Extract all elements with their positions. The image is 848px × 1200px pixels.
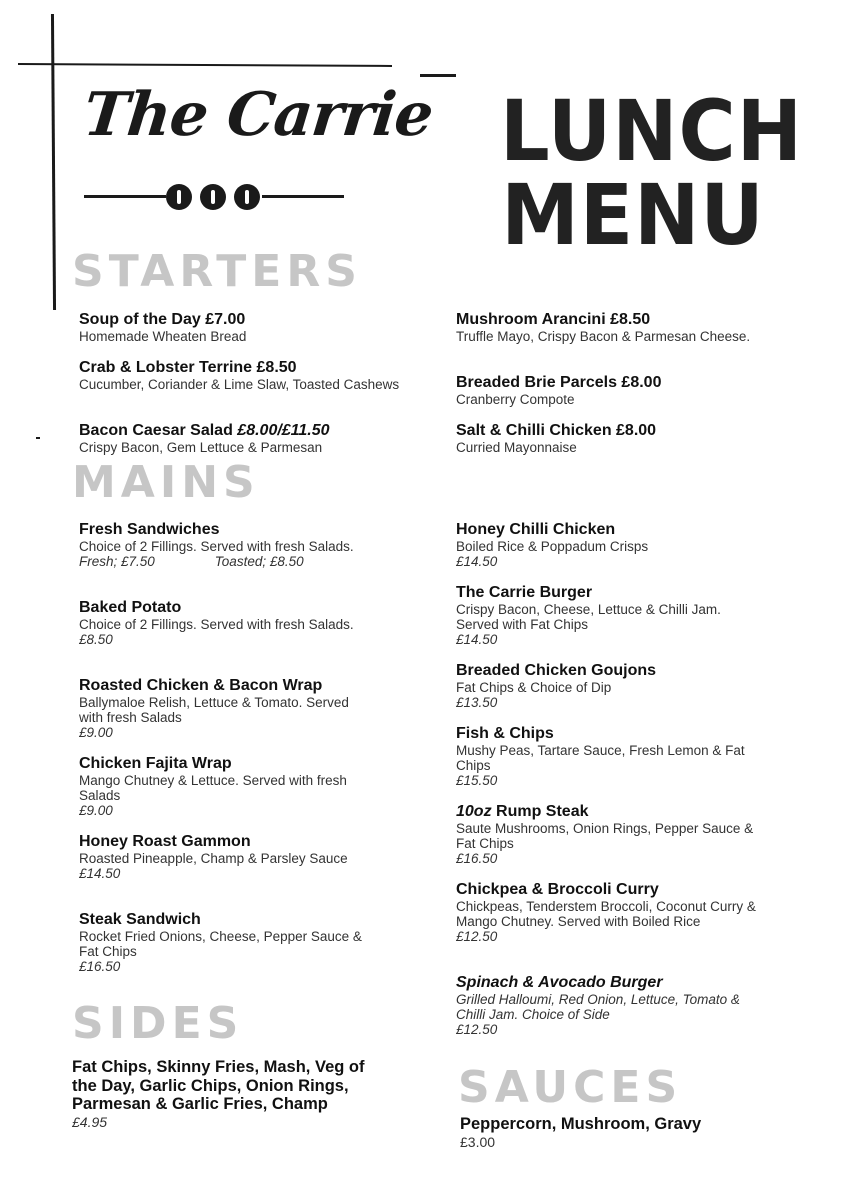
item-description: Grilled Halloumi, Red Onion, Lettuce, Tomato & Chilli Jam. Choice of Side xyxy=(456,992,740,1022)
section-heading-sauces: SAUCES xyxy=(458,1062,683,1113)
sides-block xyxy=(72,1058,372,1130)
item-description: Cranberry Compote xyxy=(456,392,575,407)
item-price: £14.50 xyxy=(79,866,121,881)
item-price-options xyxy=(79,554,369,569)
logo-rule-right xyxy=(262,195,344,198)
logo-rule-left xyxy=(84,195,166,198)
item-name-text: Bacon Caesar Salad xyxy=(79,422,238,439)
item-price: £9.00 xyxy=(79,803,113,818)
sauces-block xyxy=(460,1115,780,1150)
item-price: £8.50 xyxy=(79,632,113,647)
item-name: Chickpea & Broccoli Curry xyxy=(456,881,659,898)
menu-title xyxy=(500,83,804,265)
menu-item xyxy=(456,881,756,944)
item-description: Cucumber, Coriander & Lime Slaw, Toasted Cashews xyxy=(79,377,400,392)
sides-price: £4.95 xyxy=(72,1113,108,1130)
item-name: Spinach & Avocado Burger xyxy=(456,974,663,991)
item-name: The Carrie Burger xyxy=(456,584,593,601)
item-name xyxy=(456,803,756,821)
restaurant-logo: The Carrie xyxy=(80,80,436,150)
item-name: Honey Roast Gammon xyxy=(79,833,251,850)
item-price: £14.50 xyxy=(456,554,498,569)
menu-item xyxy=(456,521,756,569)
item-price: £14.50 xyxy=(456,632,498,647)
menu-item xyxy=(456,662,756,710)
item-name: Breaded Brie Parcels £8.00 xyxy=(456,374,662,391)
menu-item xyxy=(79,677,369,740)
menu-item xyxy=(79,599,369,647)
item-name: Breaded Chicken Goujons xyxy=(456,662,657,679)
item-price: £12.50 xyxy=(456,929,498,944)
item-description: Ballymaloe Relish, Lettuce & Tomato. Served with fresh Salads xyxy=(79,695,349,725)
item-price: £12.50 xyxy=(456,1022,498,1037)
item-description: Truffle Mayo, Crispy Bacon & Parmesan Cheese. xyxy=(456,329,751,344)
section-heading-mains: MAINS xyxy=(72,457,260,508)
menu-item xyxy=(79,359,409,392)
menu-item xyxy=(79,521,369,569)
item-description: Homemade Wheaten Bread xyxy=(79,329,247,344)
item-name-text: Rump Steak xyxy=(491,803,589,820)
item-price-fresh: Fresh; £7.50 xyxy=(79,554,155,569)
item-name xyxy=(79,422,439,440)
menu-item xyxy=(79,911,369,974)
item-price: £16.50 xyxy=(79,959,121,974)
item-description: Fat Chips & Choice of Dip xyxy=(456,680,612,695)
fork-icon xyxy=(166,184,192,210)
menu-item xyxy=(79,833,369,881)
item-name: Baked Potato xyxy=(79,599,182,616)
menu-title-line2: MENU xyxy=(501,167,765,265)
item-name: Roasted Chicken & Bacon Wrap xyxy=(79,677,323,694)
item-description: Roasted Pineapple, Champ & Parsley Sauce xyxy=(79,851,348,866)
menu-item xyxy=(79,311,409,344)
sides-list: Fat Chips, Skinny Fries, Mash, Veg of the Day, Garlic Chips, Onion Rings, Parmesan & Garlic Fries, Champ xyxy=(72,1058,365,1113)
menu-title-line1: LUNCH xyxy=(500,83,804,181)
item-name: Steak Sandwich xyxy=(79,911,201,928)
item-description: Crispy Bacon, Gem Lettuce & Parmesan xyxy=(79,440,323,455)
menu-item xyxy=(456,725,756,788)
decorative-dot xyxy=(36,437,40,439)
item-description: Chickpeas, Tenderstem Broccoli, Coconut Curry & Mango Chutney. Served with Boiled Rice xyxy=(456,899,756,929)
knife-icon xyxy=(234,184,260,210)
item-name-weight: 10oz xyxy=(456,803,492,820)
item-description: Rocket Fried Onions, Cheese, Pepper Sauce & Fat Chips xyxy=(79,929,362,959)
decorative-horizontal-line xyxy=(18,63,392,67)
item-name: Fish & Chips xyxy=(456,725,554,742)
menu-item xyxy=(456,974,746,1037)
item-name: Soup of the Day £7.00 xyxy=(79,311,246,328)
section-heading-sides: SIDES xyxy=(72,998,244,1049)
item-price: £9.00 xyxy=(79,725,113,740)
item-name: Chicken Fajita Wrap xyxy=(79,755,232,772)
item-price: £13.50 xyxy=(456,695,498,710)
item-description: Crispy Bacon, Cheese, Lettuce & Chilli Jam. Served with Fat Chips xyxy=(456,602,721,632)
item-description: Boiled Rice & Poppadum Crisps xyxy=(456,539,649,554)
decorative-dash xyxy=(420,74,456,77)
item-price: £16.50 xyxy=(456,851,498,866)
menu-item xyxy=(456,584,756,647)
menu-item xyxy=(456,803,756,866)
item-description: Curried Mayonnaise xyxy=(456,440,577,455)
item-price: £15.50 xyxy=(456,773,498,788)
menu-item xyxy=(79,422,439,455)
sauces-price: £3.00 xyxy=(460,1133,496,1150)
item-description: Saute Mushrooms, Onion Rings, Pepper Sauce & Fat Chips xyxy=(456,821,754,851)
item-name: Mushroom Arancini £8.50 xyxy=(456,311,651,328)
item-description: Choice of 2 Fillings. Served with fresh Salads. xyxy=(79,617,354,632)
item-description: Mushy Peas, Tartare Sauce, Fresh Lemon & Fat Chips xyxy=(456,743,745,773)
item-name: Fresh Sandwiches xyxy=(79,521,220,538)
item-description: Choice of 2 Fillings. Served with fresh Salads. xyxy=(79,539,354,554)
sauces-list: Peppercorn, Mushroom, Gravy xyxy=(460,1115,702,1133)
menu-item xyxy=(456,422,766,455)
item-name: Honey Chilli Chicken xyxy=(456,521,616,538)
item-name: Crab & Lobster Terrine £8.50 xyxy=(79,359,297,376)
item-name: Salt & Chilli Chicken £8.00 xyxy=(456,422,657,439)
item-description: Mango Chutney & Lettuce. Served with fresh Salads xyxy=(79,773,347,803)
menu-item xyxy=(456,311,766,344)
menu-item xyxy=(79,755,369,818)
item-price-toasted: Toasted; £8.50 xyxy=(214,554,304,569)
item-name-price: £8.00/£11.50 xyxy=(237,422,330,439)
decorative-vertical-line xyxy=(51,14,56,310)
plate-icon xyxy=(200,184,226,210)
section-heading-starters: STARTERS xyxy=(72,246,362,297)
menu-item xyxy=(456,374,766,407)
